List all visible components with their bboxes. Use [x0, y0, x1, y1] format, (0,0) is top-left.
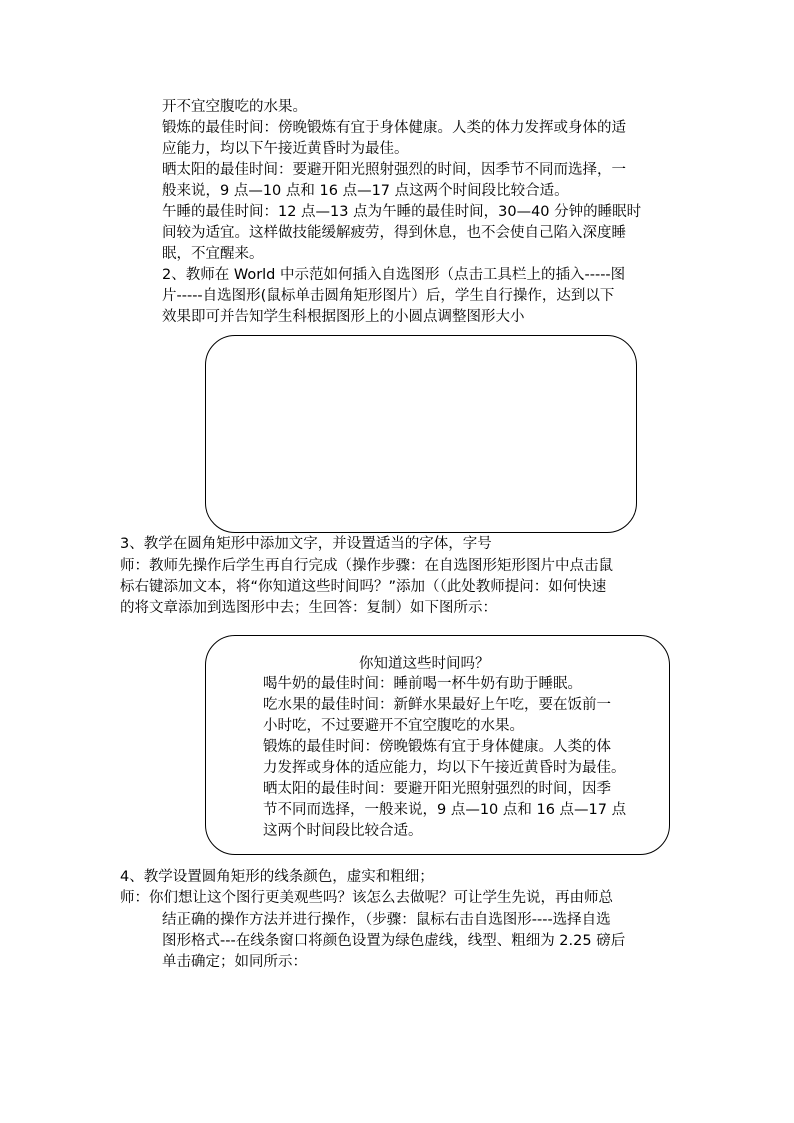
box-text-line: 力发挥或身体的适应能力，均以下午接近黄昏时为最佳。 — [263, 760, 626, 776]
text-line: 2、教师在 World 中示范如何插入自选图形（点击工具栏上的插入-----图 — [162, 267, 626, 283]
text-line: 午睡的最佳时间：12 点—13 点为午睡的最佳时间，30—40 分钟的睡眠时 — [162, 204, 642, 220]
text-line: 应能力，均以下午接近黄昏时为最佳。 — [162, 141, 409, 157]
text-line: 效果即可并告知学生科根据图形上的小圆点调整图形大小 — [162, 309, 525, 325]
box-text-line: 节不同而选择，一般来说，9 点—10 点和 16 点—17 点 — [263, 802, 627, 818]
text-line: 师：教师先操作后学生再自行完成（操作步骤：在自选图形矩形图片中点击鼠 — [120, 558, 613, 574]
text-line: 标右键添加文本，将“你知道这些时间吗？”添加（（此处教师提问：如何快速 — [120, 579, 607, 595]
text-line: 片-----自选图形(鼠标单击圆角矩形图片）后，学生自行操作，达到以下 — [162, 288, 615, 304]
text-line: 眠，不宜醒来。 — [162, 246, 264, 262]
text-line: 的将文章添加到选图形中去；生回答：复制）如下图所示： — [120, 600, 497, 616]
empty-rounded-rectangle — [205, 335, 637, 533]
text-line: 结正确的操作方法并进行操作，（步骤：鼠标右击自选图形----选择自选 — [162, 912, 611, 928]
text-line: 图形格式---在线条窗口将颜色设置为绿色虚线，线型、粗细为 2.25 磅后 — [162, 933, 626, 949]
text-line: 开不宜空腹吃的水果。 — [162, 99, 307, 115]
text-line: 4、教学设置圆角矩形的线条颜色，虚实和粗细； — [120, 869, 434, 885]
text-line: 晒太阳的最佳时间：要避开阳光照射强烈的时间，因季节不同而选择，一 — [162, 162, 626, 178]
text-line: 锻炼的最佳时间：傍晚锻炼有宜于身体健康。人类的体力发挥或身体的适 — [162, 120, 626, 136]
text-line: 师：你们想让这个图行更美观些吗？该怎么去做呢？可让学生先说，再由师总 — [120, 890, 613, 906]
box-title: 你知道这些时间吗？ — [359, 656, 490, 672]
box-text-line: 小时吃，不过要避开不宜空腹吃的水果。 — [263, 718, 524, 734]
text-line: 般来说，9 点—10 点和 16 点—17 点这两个时间段比较合适。 — [162, 183, 569, 199]
box-text-line: 吃水果的最佳时间：新鲜水果最好上午吃，要在饭前一 — [263, 697, 611, 713]
box-text-line: 锻炼的最佳时间：傍晚锻炼有宜于身体健康。人类的体 — [263, 739, 611, 755]
box-text-line: 这两个时间段比较合适。 — [263, 823, 423, 839]
box-text-line: 晒太阳的最佳时间：要避开阳光照射强烈的时间，因季 — [263, 781, 611, 797]
text-line: 3、教学在圆角矩形中添加文字，并设置适当的字体，字号 — [120, 536, 492, 552]
text-line: 单击确定；如同所示： — [162, 954, 307, 970]
box-text-line: 喝牛奶的最佳时间：睡前喝一杯牛奶有助于睡眠。 — [263, 676, 582, 692]
text-line: 间较为适宜。这样做技能缓解疲劳，得到休息，也不会使自己陷入深度睡 — [162, 225, 626, 241]
